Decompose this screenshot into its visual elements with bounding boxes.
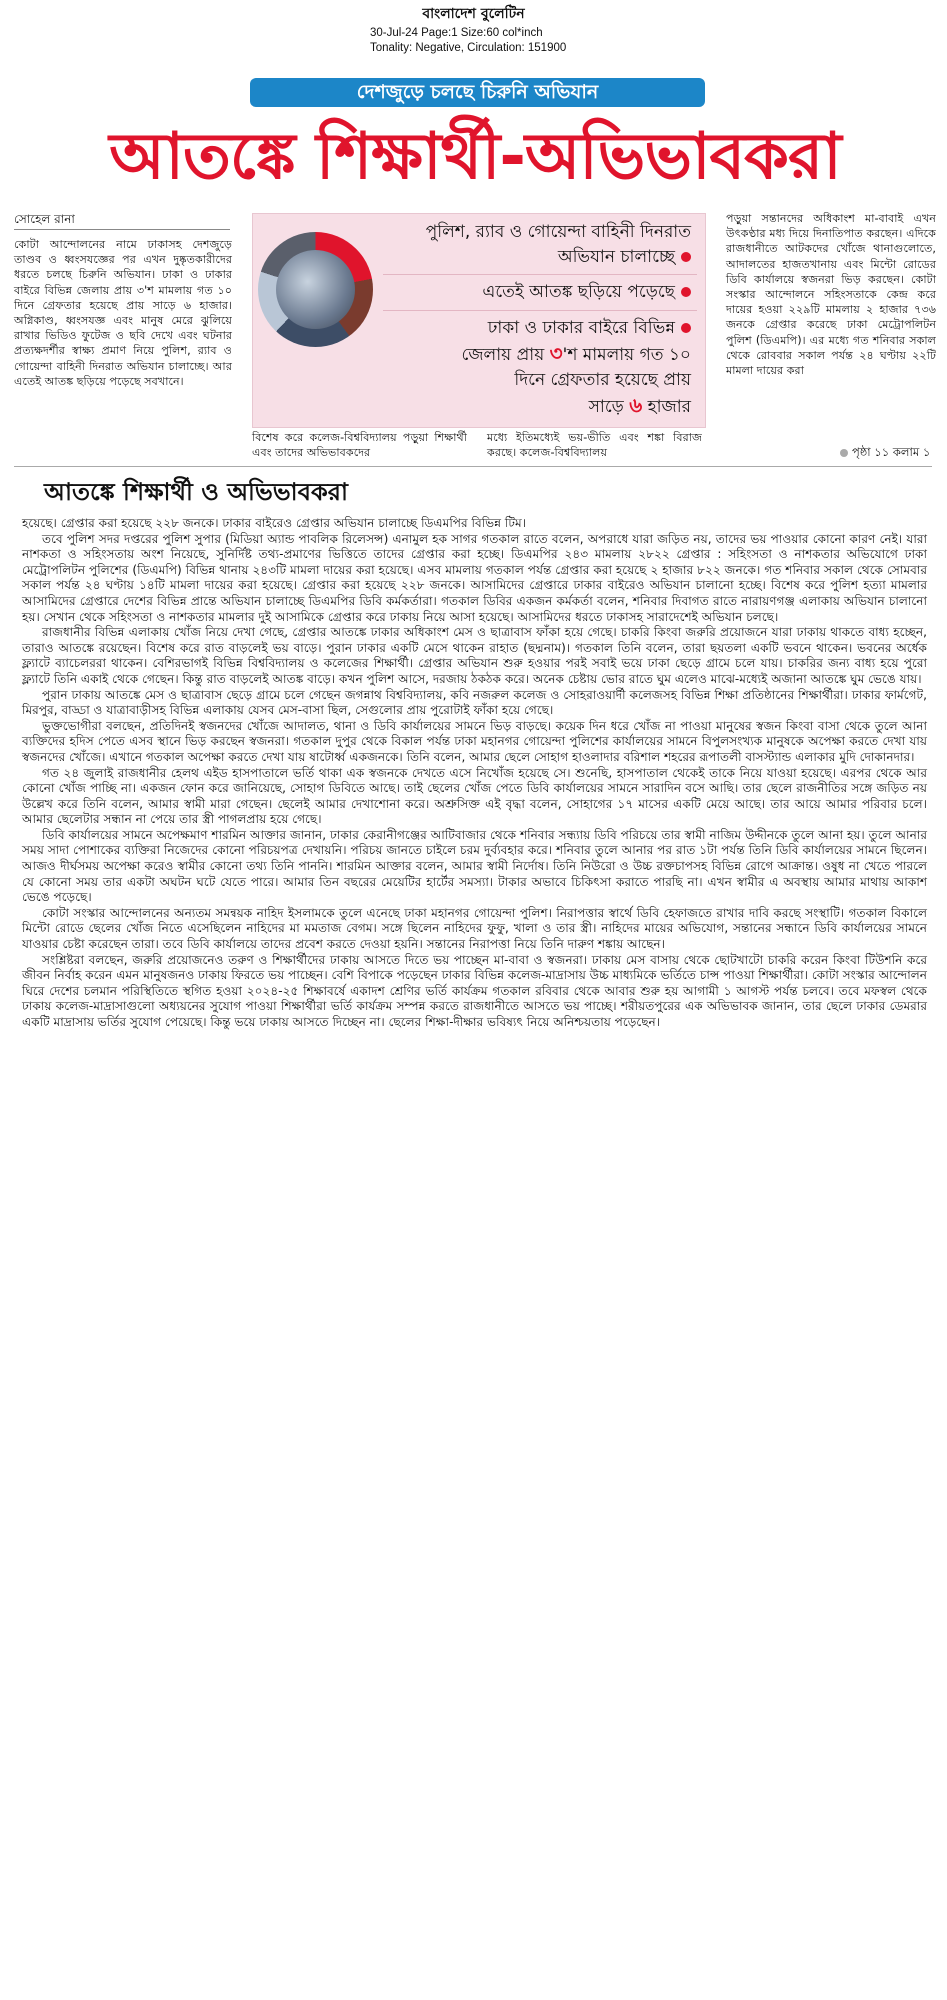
red-bullet-icon: [681, 323, 691, 333]
highlight-divider: [383, 310, 697, 311]
highlight-item-2-text: এতেই আতঙ্ক ছড়িয়ে পড়েছে: [482, 282, 675, 302]
headline: আতঙ্কে শিক্ষার্থী-অভিভাবকরা: [109, 120, 841, 194]
paragraph: ডিবি কার্যালয়ের সামনে অপেক্ষমাণ শারমিন আক্তার জানান, ঢাকার কেরানীগঞ্জের আটিবাজার থেকে শনিবার সন্ধ্যায় ডিবি পরিচয়ে তার স্বামী নাজিম উদ্দীনকে তুলে আনা হয়। তুলে আনার সময় সাদা পোশাকের ব্যক্তিরা নিজেদের কোনো পরিচয়পত্র দেখায়নি। পরিচয় জানতে চাইলে চরম দুর্ব্যবহার করে। শনিবার তুলে আনার পর রাত ১টা পর্যন্ত তিনি ডিবি কার্যালয়ের সামনে ছিলেন। আজও দীর্ঘসময় অপেক্ষা করেও স্বামীর কোনো তথ্য তিনি পাননি। শারমিন আক্তার বলেন, আমার স্বামী নির্দোষ। তিনি নিউরো ও উচ্চ রক্তচাপসহ বিভিন্ন রোগে আক্রান্ত। ওষুধ না খেতে পারলে যে কোনো সময় তার একটা অঘটন ঘটে যেতে পারে। আমার তিন বছরের মেয়েটির হার্টের সমস্যা। টাকার অভাবে চিকিৎসা করাতে পারছি না। এখন স্বামীর এ অবস্থায় আমার মাথায় আকাশ ভেঙে পড়েছে।: [22, 827, 927, 905]
byline-divider: [14, 229, 230, 230]
newspaper-name: বাংলাদেশ বুলেটিন: [422, 6, 525, 22]
highlight-item-3: ঢাকা ও ঢাকার বাইরে বিভিন্ন জেলায় প্রায় ৩'শ মামলায় গত ১০ দিনে গ্রেফতার হয়েছে প্রায় সাড়ে ৬ হাজার: [461, 318, 691, 417]
section-divider: [14, 466, 932, 467]
lead-column-left: কোটা আন্দোলনের নামে ঢাকাসহ দেশজুড়ে তাণ্ডব ও ধ্বংসযজ্ঞের পর এখন দুষ্কৃতকারীদের ধরতে চলছে চিরুনি অভিযান। ঢাকা ও ঢাকার বাইরে বিভিন্ন জেলায় প্রায় ৩'শ মামলায় গত ১০ দিনে গ্রেফতার হয়েছে প্রায় সাড়ে ৬ হাজার। অগ্নিকাণ্ড, ধ্বংসযজ্ঞ এবং মানুষ মেরে ঝুলিয়ে রাখার ভিডিও ফুটেজ ও ছবি দেখে এবং ঘটনার প্রত্যক্ষদর্শীর স্বাক্ষ্য প্রমাণ নিয়ে পুলিশ, র‍্যাব ও গোয়েন্দা বাহিনী দিনরাত অভিযান চালাচ্ছে। আর এতেই আতঙ্ক ছড়িয়ে পড়েছে সবখানে।: [14, 238, 232, 388]
paragraph: ভুক্তভোগীরা বলছেন, প্রতিদিনই স্বজনদের খোঁজে আদালত, থানা ও ডিবি কার্যালয়ের সামনে ভিড় বাড়ছে। কয়েক দিন ধরে খোঁজ না পাওয়া মানুষের স্বজন কিংবা বাসা থেকে তুলে আনা ব্যক্তিদের হদিস পেতে এসব স্থানে ভিড় করছেন স্বজনরা। গতকাল দুপুর থেকে বিকাল পর্যন্ত ঢাকা মহানগর গোয়েন্দা পুলিশের কার্যালয়ের সামনে বিপুলসংখ্যক মানুষকে অপেক্ষা করতে দেখা যায় স্বজনদের খোঁজে। এখানে গতকাল অপেক্ষা করতে দেখা যায় ষাটোর্ধ্ব একজনকে। তিনি বলেন, আমার ছেলে সোহাগ হাওলাদার বরিশাল শহরের রূপাতলী বাসস্ট্যান্ড এলাকার মুদি দোকানদার।: [22, 718, 927, 764]
paragraph: সংশ্লিষ্টরা বলছেন, জরুরি প্রয়োজনেও তরুণ ও শিক্ষার্থীদের ঢাকায় আসতে দিতে ভয় পাচ্ছেন মা-বাবা ও স্বজনরা। ঢাকায় মেস বাসায় থেকে ছোটখাটো চাকরি করেন কিংবা টিউশনি করে জীবন নির্বাহ করেন এমন মানুষজনও ঢাকায় ফিরতে ভয় পাচ্ছেন। বেশি বিপাকে পড়েছেন ঢাকার বিভিন্ন কলেজ-মাদ্রাসায় উচ্চ মাধ্যমিকে ভর্তিতে চান্স পাওয়া শিক্ষার্থীরা। কোটা সংস্কার আন্দোলন ঘিরে দেশের চলমান পরিস্থিতিতে স্থগিত হওয়া ২০২৪-২৫ শিক্ষাবর্ষে একাদশ শ্রেণির ভর্তি কার্যক্রম গতকাল রবিবার থেকে আবার শুরু হয় আগামী ১ আগস্ট পর্যন্ত চলবে। তবে মফস্বল থেকে ঢাকায় কলেজ-মাদ্রাসাগুলো অধ্যয়নের সুযোগ পাওয়া শিক্ষার্থীরা ভর্তি কার্যক্রম সম্পন্ন করতে রাজধানীতে আসতে ভয় পাচ্ছে। শরীয়তপুরের এক অভিভাবক জানান, তার ছেলে ঢাকার ডেমরার একটি মাদ্রাসায় ভর্তির সুযোগ পেয়েছে। কিন্তু ভয়ে ঢাকায় আসতে দিচ্ছেন না। ছেলের শিক্ষা-দীক্ষার ভবিষ্যৎ নিয়ে অনিশ্চয়তায় পড়েছেন।: [22, 952, 927, 1029]
continuation-title: আতঙ্কে শিক্ষার্থী ও অভিভাবকরা: [44, 478, 348, 506]
paragraph: তবে পুলিশ সদর দপ্তরের পুলিশ সুপার (মিডিয়া অ্যান্ড পাবলিক রিলেসন্স) এনামুল হক সাগর গতকাল রাতে বলেন, অপরাধে যারা জড়িত নয়, তাদের ভয় পাওয়ার কোনো কারণ নেই। যারা নাশকতা ও সহিংসতায় অংশ নিয়েছে, সুনির্দিষ্ট তথ্য-প্রমাণের ভিত্তিতে তাদের গ্রেপ্তার করা হচ্ছে। ডিএমপির ২৪৩ মামলায় ২৮২২ গ্রেপ্তার : সহিংসতা ও নাশকতার অভিযোগে ঢাকা মেট্রোপলিটন পুলিশের (ডিএমপি) বিভিন্ন থানায় ২৪৩টি মামলা দায়ের করা হয়েছে। এসব মামলায় গতকাল পর্যন্ত গ্রেপ্তার করা হয়েছে ২ হাজার ৮২২ জনকে। গত শনিবার সকাল থেকে সোমবার সকাল পর্যন্ত ২৪ ঘণ্টায় ১৪টি মামলা দায়ের করা হয়েছে। গ্রেপ্তার করা হয়েছে ২২৮ জনকে। আসামিদের গ্রেপ্তারে ঢাকার বাইরেও অভিযান চালানো হচ্ছে। বিশেষ করে পুলিশ হত্যা মামলার আসামিদের গ্রেপ্তারে দেশের বিভিন্ন প্রান্তে অভিযান চালাচ্ছে ডিএমপির ডিবি কর্মকর্তারা। গতকাল ডিবির একজন কর্মকর্তা বলেন, শনিবার দিবাগত রাতে নারায়ণগঞ্জ এলাকায় অভিযান চালানো হয়। সেখান থেকে সহিংসতা ও নাশকতার মামলার দুই আসামিকে গ্রেপ্তার করে ঢাকায় নিয়ে আসা হয়েছে। আসামিদের ধরতে ঢাকাসহ সারাদেশেই অভিযান চলছে।: [22, 531, 927, 624]
jump-dot-icon: [840, 449, 848, 457]
protest-photo: [258, 232, 373, 347]
clipping-meta: [370, 26, 566, 56]
highlight-box: [252, 213, 706, 428]
red-bullet-icon: [681, 252, 691, 262]
byline: সোহেল রানা: [14, 212, 75, 226]
paragraph: রাজধানীর বিভিন্ন এলাকায় খোঁজ নিয়ে দেখা গেছে, গ্রেপ্তার আতঙ্কে ঢাকার অধিকাংশ মেস ও ছাত্রাবাস ফাঁকা হয়ে গেছে। চাকরি কিংবা জরুরি প্রয়োজনে যারা ঢাকায় থাকতে বাধ্য হচ্ছেন, তারাও আতঙ্কে রয়েছেন। বিশেষ করে রাত বাড়লেই ভয় বাড়ে। পুরান ঢাকার একটি মেসে থাকেন রাহাত (ছদ্মনাম)। গতকাল তিনি বলেন, তারা ছয়তলা একটি ভবনে থাকেন। ভবনের অর্ধেক ফ্ল্যাটে ব্যাচেলররা থাকেন। বেশিরভাগই বিভিন্ন বিশ্ববিদ্যালয় ও কলেজের শিক্ষার্থী। গ্রেপ্তার অভিযান শুরু হওয়ার পরই সবাই ভয়ে ঢাকা ছেড়ে গ্রামে চলে যায়। চাকরির জন্য বাধ্য হয়ে পুরো ফ্ল্যাটে তিনি একাই থেকে গেছেন। কিন্তু রাত বাড়লেই আতঙ্ক বাড়ে। কখন পুলিশ আসে, দরজায় ঠকঠক করে। অনেক চেষ্টায় ভোর রাতে ঘুম এলেও মাঝে-মধ্যেই অজানা আতঙ্কে ঘুম ভেঙে যায়।: [22, 625, 927, 686]
lead-column-right: পড়ুয়া সন্তানদের অধিকাংশ মা-বাবাই এখন উৎকণ্ঠার মধ্য দিয়ে দিনাতিপাত করছেন। এদিকে রাজধানীতে আটকদের খোঁজে থানাগুলোতে, আদালতের হাজতখানায় এবং মিন্টো রোডের ডিবি কার্যালয়ে স্বজনরা ভিড় করছেন। কোটা সংস্কার আন্দোলনে সহিংসতাকে কেন্দ্র করে দায়ের হওয়া ২২৯টি মামলায় ২ হাজার ৭৩৬ জনকে গ্রেপ্তার করেছে ঢাকা মেট্রোপলিটন পুলিশ (ডিএমপি)। এর মধ্যে গত শনিবার সকাল থেকে রোববার সকাল পর্যন্ত ২৪ ঘণ্টায় ২২টি মামলা দায়ের করা: [726, 212, 936, 378]
highlight-item-1-text: পুলিশ, র‍্যাব ও গোয়েন্দা বাহিনী দিনরাত অভিযান চালাচ্ছে: [425, 222, 691, 267]
highlight-item-1: [391, 220, 691, 270]
paragraph: হয়েছে। গ্রেপ্তার করা হয়েছে ২২৮ জনকে। ঢাকার বাইরেও গ্রেপ্তার অভিযান চালাচ্ছে ডিএমপির বিভিন্ন টিম।: [22, 516, 527, 530]
kicker-banner: দেশজুড়ে চলছে চিরুনি অভিযান: [250, 78, 705, 107]
paragraph: গত ২৪ জুলাই রাজধানীর হেলথ এইড হাসপাতালে ভর্তি থাকা এক স্বজনকে দেখতে এসে নিখোঁজ হয়েছে সে। শুনেছি, হাসপাতাল থেকেই তাকে নিয়ে যাওয়া হয়েছে। এরপর থেকে আর কোনো খোঁজ পাচ্ছি না। একজন ফোন করে জানিয়েছে, সোহাগ ডিবিতে আছে। তাই ছেলের খোঁজ পেতে ডিবি কার্যালয়ের সামনে সারাদিন বসে আছি। তার ছেলে রাজনীতির সঙ্গে জড়িত নয় উল্লেখ করে তিনি বলেন, আমার স্বামী মারা গেছেন। ছেলেই আমার দেখাশোনা করে। অশ্রুসিক্ত এই বৃদ্ধা বলেন, সোহাগের ১৭ মাসের একটি মেয়ে আছে। তার আয়ে আমার পরিবার চলে। আমার ছেলেটার সন্ধান না পেয়ে তার স্ত্রী পাগলপ্রায় হয়ে গেছে।: [22, 765, 927, 827]
case-count-figure: ৩: [549, 341, 563, 365]
highlight-divider: [383, 274, 697, 275]
continued-on-text: পৃষ্ঠা ১১ কলাম ১: [852, 445, 931, 459]
red-bullet-icon: [681, 287, 691, 297]
continued-on: [840, 444, 930, 463]
arrest-count-figure: ৬: [629, 393, 643, 417]
lead-column-mid-2: মধ্যে ইতিমধ্যেই ভয়-ভীতি এবং শঙ্কা বিরাজ করছে। কলেজ-বিশ্ববিদ্যালয়: [487, 431, 702, 460]
lead-column-mid-1: বিশেষ করে কলেজ-বিশ্ববিদ্যালয় পড়ুয়া শিক্ষার্থী এবং তাদের অভিভাবকদের: [252, 431, 467, 460]
meta-line-1: 30-Jul-24 Page:1 Size:60 col*inch: [370, 27, 543, 39]
highlight-item-3-line-1: ঢাকা ও ঢাকার বাইরে বিভিন্ন: [487, 318, 675, 338]
meta-line-2: Tonality: Negative, Circulation: 151900: [370, 42, 567, 54]
paragraph: পুরান ঢাকায় আতঙ্কে মেস ও ছাত্রাবাস ছেড়ে গ্রামে চলে গেছেন জগন্নাথ বিশ্ববিদ্যালয়, কবি নজরুল কলেজ ও সোহরাওয়ার্দী কলেজসহ বিভিন্ন শিক্ষা প্রতিষ্ঠানের শিক্ষার্থীরা। ঢাকার ফার্মগেট, মিরপুর, বাড্ডা ও যাত্রাবাড়ীসহ বিভিন্ন এলাকায় যেসব মেস-বাসা ছিল, সেগুলোর প্রায় পুরোটাই ফাঁকা হয়ে গেছে।: [22, 687, 927, 718]
article-body: [22, 516, 927, 1031]
highlight-item-2: [391, 280, 691, 305]
masthead: [0, 2, 947, 26]
paragraph: কোটা সংস্কার আন্দোলনের অন্যতম সমন্বয়ক নাহিদ ইসলামকে তুলে এনেছে ঢাকা মহানগর গোয়েন্দা পুলিশ। নিরাপত্তার স্বার্থে ডিবি হেফাজতে রাখার দাবি করছে সংস্থাটি। গতকাল বিকালে মিন্টো রোডে ছেলের খোঁজ নিতে এসেছিলেন নাহিদের মা মমতাজ বেগম। সঙ্গে ছিলেন নাহিদের ফুফু, খালা ও তার স্ত্রী। নাহিদের মায়ের অভিযোগ, সন্তানের সন্ধানে ডিবি কার্যালয়ের সামনে যাওয়ার চেষ্টা করেছেন তারা। তবে ডিবি কার্যালয়ে তাদের প্রবেশ করতে দেওয়া হয়নি। সন্তানের নিরাপত্তা নিয়ে তিনি দারুণ শঙ্কায় আছেন।: [22, 905, 927, 952]
